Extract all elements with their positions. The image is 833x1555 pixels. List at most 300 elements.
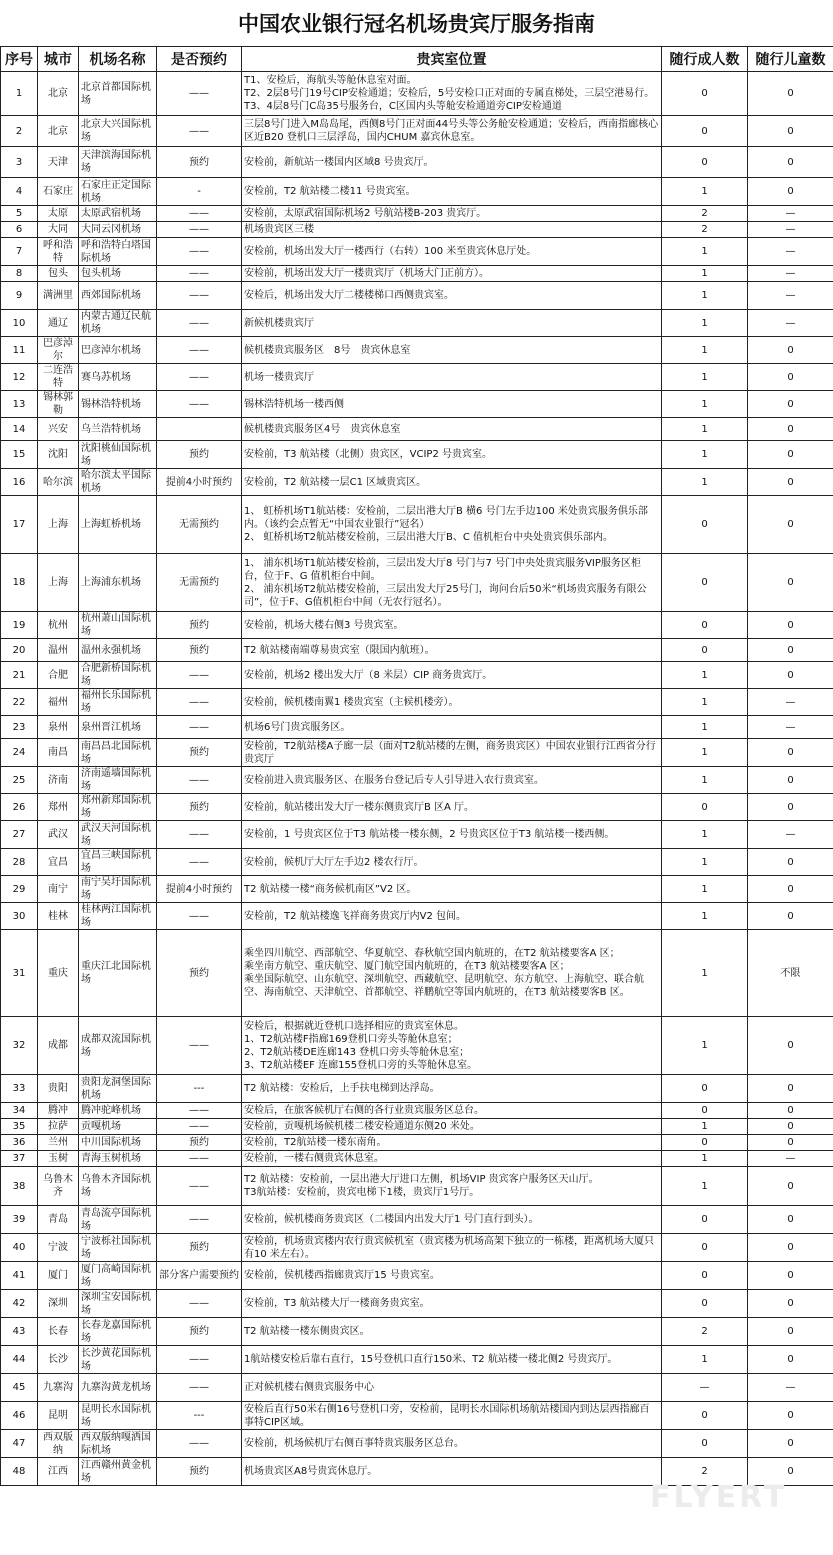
- row-number: 11: [1, 337, 38, 364]
- row-city: 长沙: [38, 1346, 79, 1374]
- row-location: 正对候机楼右侧贵宾服务中心: [242, 1374, 662, 1402]
- row-number: 32: [1, 1017, 38, 1075]
- row-adults: 1: [662, 1346, 748, 1374]
- row-adults: 1: [662, 767, 748, 794]
- row-children: —: [748, 689, 833, 716]
- row-airport: 合肥新桥国际机场: [79, 662, 157, 689]
- row-location: 机场一楼贵宾厅: [242, 364, 662, 391]
- row-number: 45: [1, 1374, 38, 1402]
- row-city: 昆明: [38, 1402, 79, 1430]
- row-children: 0: [748, 1262, 833, 1290]
- row-airport: 深圳宝安国际机场: [79, 1290, 157, 1318]
- row-airport: 上海虹桥机场: [79, 496, 157, 554]
- row-children: 0: [748, 639, 833, 662]
- row-airport: 乌鲁木齐国际机场: [79, 1167, 157, 1206]
- row-booking: 无需预约: [157, 496, 242, 554]
- row-adults: 1: [662, 1119, 748, 1135]
- table-row: [1, 1374, 833, 1402]
- row-number: 6: [1, 222, 38, 238]
- row-airport: 上海浦东机场: [79, 554, 157, 612]
- row-airport: 泉州晋江机场: [79, 716, 157, 739]
- row-airport: 武汉天河国际机场: [79, 821, 157, 849]
- row-children: 0: [748, 391, 833, 418]
- row-location: 乘坐四川航空、西部航空、华夏航空、春秋航空国内航班的，在T2 航站楼要客A 区； 乘坐南方航空、重庆航空、厦门航空国内航班的，在T3 航站楼要客A 区； 乘坐国际航空、山东航空、深圳航空、西藏航空、昆明航空、东方航空、上海航空、联合航空、海南航空、天津航空、首都航空、祥鹏航空等国内航班的，在T3 航站楼要客B 区。: [242, 930, 662, 1017]
- row-children: —: [748, 282, 833, 310]
- row-airport: 江西赣州黄金机场: [79, 1458, 157, 1486]
- row-adults: 0: [662, 612, 748, 639]
- table-row: [1, 418, 833, 441]
- row-city: 成都: [38, 1017, 79, 1075]
- row-location: 安检后直行50米右侧16号登机口旁，安检前，昆明长水国际机场航站楼国内到达层西指廊百事特CIP区域。: [242, 1402, 662, 1430]
- row-city: 厦门: [38, 1262, 79, 1290]
- row-booking: ——: [157, 689, 242, 716]
- watermark-logo: FLYERT: [650, 1480, 788, 1515]
- row-location: 安检前，新航站一楼国内区域8 号贵宾厅。: [242, 147, 662, 178]
- row-city: 包头: [38, 266, 79, 282]
- row-children: 不限: [748, 930, 833, 1017]
- row-location: 机场6号门贵宾服务区。: [242, 716, 662, 739]
- header-no: 序号: [1, 47, 38, 72]
- row-location: T1、安检后，海航头等舱休息室对面。 T2、2层8号门19号CIP安检通道；安检后，5号安检口正对面的专属直梯处，三层空港易行。 T3、4层8号门C岛35号服务台，C区国内头等舱安检通道旁CIP安检通道: [242, 72, 662, 116]
- row-adults: 1: [662, 418, 748, 441]
- row-booking: 预约: [157, 1458, 242, 1486]
- row-airport: 石家庄正定国际机场: [79, 178, 157, 206]
- row-booking: 预约: [157, 739, 242, 767]
- row-location: 安检前，机场出发大厅一楼贵宾厅（机场大门正前方）。: [242, 266, 662, 282]
- row-number: 37: [1, 1151, 38, 1167]
- row-city: 石家庄: [38, 178, 79, 206]
- row-number: 28: [1, 849, 38, 876]
- row-number: 12: [1, 364, 38, 391]
- row-airport: 长春龙嘉国际机场: [79, 1318, 157, 1346]
- row-location: 安检后，在旅客候机厅右侧的各行业贵宾服务区总台。: [242, 1103, 662, 1119]
- row-booking: 提前4小时预约: [157, 876, 242, 903]
- row-booking: ——: [157, 1151, 242, 1167]
- row-city: 满洲里: [38, 282, 79, 310]
- row-location: T2 航站楼：安检后，上手扶电梯到达浮岛。: [242, 1075, 662, 1103]
- table-row: [1, 1346, 833, 1374]
- table-row: [1, 876, 833, 903]
- row-city: 太原: [38, 206, 79, 222]
- row-location: 三层8号门进入M岛岛尾，西侧8号门正对面44号头等公务舱安检通道；安检后，西南指廊核心区近B20 登机口三层浮岛，国内CHUM 嘉宾休息室。: [242, 116, 662, 147]
- row-children: 0: [748, 1119, 833, 1135]
- row-children: —: [748, 821, 833, 849]
- row-number: 8: [1, 266, 38, 282]
- table-row: [1, 1206, 833, 1234]
- row-number: 41: [1, 1262, 38, 1290]
- row-location: 安检前，T2 航站楼二楼11 号贵宾室。: [242, 178, 662, 206]
- row-booking: ——: [157, 1346, 242, 1374]
- table-row: [1, 1458, 833, 1486]
- table-row: [1, 1135, 833, 1151]
- row-number: 31: [1, 930, 38, 1017]
- row-airport: 桂林两江国际机场: [79, 903, 157, 930]
- row-booking: 预约: [157, 612, 242, 639]
- row-airport: 西双版纳嘎洒国际机场: [79, 1430, 157, 1458]
- row-adults: 1: [662, 282, 748, 310]
- table-row: [1, 238, 833, 266]
- row-airport: 北京大兴国际机场: [79, 116, 157, 147]
- row-booking: ——: [157, 364, 242, 391]
- row-children: 0: [748, 441, 833, 469]
- row-number: 43: [1, 1318, 38, 1346]
- row-children: —: [748, 1151, 833, 1167]
- row-adults: 1: [662, 178, 748, 206]
- row-children: 0: [748, 116, 833, 147]
- row-airport: 青海玉树机场: [79, 1151, 157, 1167]
- row-number: 33: [1, 1075, 38, 1103]
- row-adults: 0: [662, 1430, 748, 1458]
- row-city: 兰州: [38, 1135, 79, 1151]
- row-children: 0: [748, 178, 833, 206]
- row-number: 1: [1, 72, 38, 116]
- row-location: 安检前，侯机楼西指廊贵宾厅15 号贵宾室。: [242, 1262, 662, 1290]
- row-adults: 0: [662, 1075, 748, 1103]
- row-booking: ——: [157, 1119, 242, 1135]
- row-booking: ——: [157, 238, 242, 266]
- row-city: 北京: [38, 72, 79, 116]
- row-airport: 大同云冈机场: [79, 222, 157, 238]
- row-airport: 呼和浩特白塔国际机场: [79, 238, 157, 266]
- row-number: 3: [1, 147, 38, 178]
- row-booking: ——: [157, 1017, 242, 1075]
- row-number: 2: [1, 116, 38, 147]
- table-row: [1, 1103, 833, 1119]
- row-city: 杭州: [38, 612, 79, 639]
- row-number: 22: [1, 689, 38, 716]
- row-airport: 乌兰浩特机场: [79, 418, 157, 441]
- table-row: [1, 337, 833, 364]
- header-city: 城市: [38, 47, 79, 72]
- row-children: 0: [748, 1458, 833, 1486]
- row-children: 0: [748, 662, 833, 689]
- row-city: 泉州: [38, 716, 79, 739]
- row-children: 0: [748, 739, 833, 767]
- row-number: 34: [1, 1103, 38, 1119]
- row-adults: 1: [662, 364, 748, 391]
- row-location: 安检前，贡嘎机场候机楼二楼安检通道东侧20 米处。: [242, 1119, 662, 1135]
- row-adults: 0: [662, 1234, 748, 1262]
- row-location: 安检前，T3 航站楼大厅一楼商务贵宾室。: [242, 1290, 662, 1318]
- row-airport: 九寨沟黄龙机场: [79, 1374, 157, 1402]
- row-airport: 北京首都国际机场: [79, 72, 157, 116]
- row-adults: 1: [662, 903, 748, 930]
- row-adults: 1: [662, 469, 748, 496]
- table-row: [1, 903, 833, 930]
- row-adults: 1: [662, 716, 748, 739]
- page-title: 中国农业银行冠名机场贵宾厅服务指南: [238, 11, 595, 36]
- row-city: 腾冲: [38, 1103, 79, 1119]
- row-booking: ——: [157, 1374, 242, 1402]
- table-row: [1, 1262, 833, 1290]
- header-location: 贵宾室位置: [242, 47, 662, 72]
- row-airport: 锡林浩特机场: [79, 391, 157, 418]
- row-adults: 1: [662, 930, 748, 1017]
- row-number: 48: [1, 1458, 38, 1486]
- table-row: [1, 147, 833, 178]
- row-booking: 提前4小时预约: [157, 469, 242, 496]
- row-city: 郑州: [38, 794, 79, 821]
- row-booking: ——: [157, 310, 242, 337]
- row-adults: 1: [662, 266, 748, 282]
- row-airport: 成都双流国际机场: [79, 1017, 157, 1075]
- row-adults: —: [662, 1374, 748, 1402]
- row-booking: ---: [157, 1075, 242, 1103]
- row-city: 哈尔滨: [38, 469, 79, 496]
- row-children: —: [748, 266, 833, 282]
- row-location: T2 航站楼一楼东侧贵宾区。: [242, 1318, 662, 1346]
- row-location: 1、 浦东机场T1航站楼安检前，三层出发大厅8 号门与7 号门中央处贵宾服务VIP服务区柜台，位于F、G 值机柜台中间。 2、 浦东机场T2航站楼安检前，三层出发大厅25号门，询问台后50米“机场贵宾服务有限公司”，位于F、G值机柜台中间（无农行冠名）。: [242, 554, 662, 612]
- row-city: 巴彦淖尔: [38, 337, 79, 364]
- row-city: 深圳: [38, 1290, 79, 1318]
- row-booking: 预约: [157, 147, 242, 178]
- row-children: 0: [748, 794, 833, 821]
- row-location: 安检前，1 号贵宾区位于T3 航站楼一楼东侧，2 号贵宾区位于T3 航站楼一楼西侧。: [242, 821, 662, 849]
- table-row: [1, 282, 833, 310]
- row-children: —: [748, 310, 833, 337]
- row-location: 安检前，航站楼出发大厅一楼东侧贵宾厅B 区A 厅。: [242, 794, 662, 821]
- row-city: 西双版纳: [38, 1430, 79, 1458]
- row-booking: ——: [157, 1167, 242, 1206]
- row-city: 玉树: [38, 1151, 79, 1167]
- row-airport: 内蒙古通辽民航机场: [79, 310, 157, 337]
- row-location: 安检前，机场大楼右侧3 号贵宾室。: [242, 612, 662, 639]
- table-header-row: [1, 47, 833, 72]
- row-airport: 巴彦淖尔机场: [79, 337, 157, 364]
- row-airport: 中川国际机场: [79, 1135, 157, 1151]
- row-location: 1、 虹桥机场T1航站楼：安检前，二层出港大厅B 横6 号门左手边100 米处贵宾服务俱乐部内。（该约会点暂无“中国农业银行”冠名） 2、 虹桥机场T2航站楼安检前，三层出港大厅B、C 值机柜台中央处贵宾俱乐部内。: [242, 496, 662, 554]
- table-row: [1, 116, 833, 147]
- row-city: 合肥: [38, 662, 79, 689]
- row-number: 15: [1, 441, 38, 469]
- table-row: [1, 364, 833, 391]
- table-row: [1, 794, 833, 821]
- row-adults: 1: [662, 849, 748, 876]
- table-row: [1, 441, 833, 469]
- row-number: 21: [1, 662, 38, 689]
- row-children: 0: [748, 1103, 833, 1119]
- row-children: 0: [748, 1167, 833, 1206]
- row-city: 上海: [38, 554, 79, 612]
- row-adults: 1: [662, 821, 748, 849]
- row-city: 武汉: [38, 821, 79, 849]
- row-city: 温州: [38, 639, 79, 662]
- row-city: 南昌: [38, 739, 79, 767]
- row-number: 20: [1, 639, 38, 662]
- row-city: 二连浩特: [38, 364, 79, 391]
- row-children: 0: [748, 1290, 833, 1318]
- table-row: [1, 391, 833, 418]
- row-location: 机场贵宾区三楼: [242, 222, 662, 238]
- row-adults: 1: [662, 337, 748, 364]
- row-booking: ——: [157, 821, 242, 849]
- row-children: 0: [748, 364, 833, 391]
- table-row: [1, 821, 833, 849]
- row-city: 上海: [38, 496, 79, 554]
- row-booking: ——: [157, 1103, 242, 1119]
- row-number: 40: [1, 1234, 38, 1262]
- row-children: —: [748, 206, 833, 222]
- row-booking: 无需预约: [157, 554, 242, 612]
- table-row: [1, 72, 833, 116]
- row-location: 安检后，机场出发大厅二楼楼梯口西侧贵宾室。: [242, 282, 662, 310]
- table-row: [1, 554, 833, 612]
- row-number: 30: [1, 903, 38, 930]
- row-adults: 1: [662, 662, 748, 689]
- row-children: 0: [748, 337, 833, 364]
- row-number: 16: [1, 469, 38, 496]
- row-location: 新候机楼贵宾厅: [242, 310, 662, 337]
- table-row: [1, 930, 833, 1017]
- row-children: 0: [748, 1346, 833, 1374]
- row-location: 安检前，T2 航站楼一层C1 区域贵宾区。: [242, 469, 662, 496]
- row-adults: 0: [662, 1135, 748, 1151]
- row-number: 46: [1, 1402, 38, 1430]
- row-location: 候机楼贵宾服务区 8号 贵宾休息室: [242, 337, 662, 364]
- row-number: 27: [1, 821, 38, 849]
- row-city: 沈阳: [38, 441, 79, 469]
- row-airport: 杭州萧山国际机场: [79, 612, 157, 639]
- row-number: 29: [1, 876, 38, 903]
- row-location: T2 航站楼：安检前，一层出港大厅进口左侧，机场VIP 贵宾客户服务区天山厅。 T3航站楼：安检前，贵宾电梯下1楼，贵宾厅1号厅。: [242, 1167, 662, 1206]
- row-airport: 天津滨海国际机场: [79, 147, 157, 178]
- row-booking: 预约: [157, 639, 242, 662]
- row-number: 24: [1, 739, 38, 767]
- row-booking: ---: [157, 1402, 242, 1430]
- row-children: 0: [748, 767, 833, 794]
- table-row: [1, 469, 833, 496]
- row-city: 九寨沟: [38, 1374, 79, 1402]
- row-city: 贵阳: [38, 1075, 79, 1103]
- row-location: 安检前，候机厅大厅左手边2 楼农行厅。: [242, 849, 662, 876]
- row-children: 0: [748, 1234, 833, 1262]
- row-airport: 厦门高崎国际机场: [79, 1262, 157, 1290]
- row-airport: 重庆江北国际机场: [79, 930, 157, 1017]
- row-number: 39: [1, 1206, 38, 1234]
- row-booking: ——: [157, 337, 242, 364]
- row-children: 0: [748, 1135, 833, 1151]
- row-location: 机场贵宾区A8号贵宾休息厅。: [242, 1458, 662, 1486]
- row-booking: ——: [157, 662, 242, 689]
- row-children: —: [748, 222, 833, 238]
- row-children: 0: [748, 72, 833, 116]
- table-row: [1, 1119, 833, 1135]
- row-city: 宜昌: [38, 849, 79, 876]
- table-row: [1, 1017, 833, 1075]
- row-number: 9: [1, 282, 38, 310]
- row-airport: 郑州新郑国际机场: [79, 794, 157, 821]
- row-number: 42: [1, 1290, 38, 1318]
- row-children: 0: [748, 849, 833, 876]
- row-booking: 部分客户需要预约: [157, 1262, 242, 1290]
- table-row: [1, 266, 833, 282]
- row-location: 安检前，机场候机厅右侧百事特贵宾服务区总台。: [242, 1430, 662, 1458]
- row-city: 拉萨: [38, 1119, 79, 1135]
- row-airport: 哈尔滨太平国际机场: [79, 469, 157, 496]
- row-city: 长春: [38, 1318, 79, 1346]
- row-airport: 长沙黄花国际机场: [79, 1346, 157, 1374]
- row-children: 0: [748, 1430, 833, 1458]
- vip-lounge-table: [0, 46, 833, 1486]
- row-adults: 2: [662, 206, 748, 222]
- row-city: 乌鲁木齐: [38, 1167, 79, 1206]
- row-city: 通辽: [38, 310, 79, 337]
- row-booking: 预约: [157, 1318, 242, 1346]
- row-adults: 0: [662, 554, 748, 612]
- row-adults: 2: [662, 1318, 748, 1346]
- row-booking: ——: [157, 903, 242, 930]
- row-booking: 预约: [157, 794, 242, 821]
- table-row: [1, 310, 833, 337]
- row-adults: 1: [662, 1151, 748, 1167]
- table-row: [1, 767, 833, 794]
- row-adults: 1: [662, 310, 748, 337]
- row-airport: 济南遥墙国际机场: [79, 767, 157, 794]
- row-airport: 宜昌三峡国际机场: [79, 849, 157, 876]
- row-booking: ——: [157, 206, 242, 222]
- header-children: 随行儿童数: [748, 47, 833, 72]
- row-adults: 0: [662, 1262, 748, 1290]
- row-children: 0: [748, 469, 833, 496]
- row-number: 36: [1, 1135, 38, 1151]
- row-adults: 1: [662, 739, 748, 767]
- row-city: 锡林郭勒: [38, 391, 79, 418]
- row-children: 0: [748, 876, 833, 903]
- row-adults: 0: [662, 794, 748, 821]
- row-booking: ——: [157, 716, 242, 739]
- row-booking: ——: [157, 849, 242, 876]
- table-row: [1, 1290, 833, 1318]
- row-children: 0: [748, 612, 833, 639]
- header-airport: 机场名称: [79, 47, 157, 72]
- row-children: 0: [748, 147, 833, 178]
- row-location: 安检后，根据就近登机口选择相应的贵宾室休息。 1、T2航站楼F指廊169登机口旁头等舱休息室； 2、T2航站楼DE连廊143 登机口旁头等舱休息室； 3、T2航站楼EF 连廊155登机口旁的头等舱休息室。: [242, 1017, 662, 1075]
- row-number: 7: [1, 238, 38, 266]
- row-adults: 1: [662, 1167, 748, 1206]
- row-number: 35: [1, 1119, 38, 1135]
- row-airport: 福州长乐国际机场: [79, 689, 157, 716]
- row-number: 19: [1, 612, 38, 639]
- row-airport: 贵阳龙洞堡国际机场: [79, 1075, 157, 1103]
- table-row: [1, 1075, 833, 1103]
- row-city: 北京: [38, 116, 79, 147]
- row-location: 安检前，候机楼南翼1 楼贵宾室（主候机楼旁）。: [242, 689, 662, 716]
- row-adults: 0: [662, 1402, 748, 1430]
- row-number: 44: [1, 1346, 38, 1374]
- row-booking: ——: [157, 266, 242, 282]
- row-children: 0: [748, 1402, 833, 1430]
- row-location: 安检前，机场出发大厅一楼西行（右转）100 米至贵宾休息厅处。: [242, 238, 662, 266]
- row-adults: 0: [662, 1206, 748, 1234]
- row-city: 兴安: [38, 418, 79, 441]
- row-city: 南宁: [38, 876, 79, 903]
- row-booking: 预约: [157, 441, 242, 469]
- row-children: 0: [748, 496, 833, 554]
- header-adults: 随行成人数: [662, 47, 748, 72]
- row-city: 呼和浩特: [38, 238, 79, 266]
- row-adults: 0: [662, 1103, 748, 1119]
- row-location: 安检前，T2 航站楼逸飞祥商务贵宾厅内V2 包间。: [242, 903, 662, 930]
- row-city: 福州: [38, 689, 79, 716]
- row-children: 0: [748, 1206, 833, 1234]
- table-row: [1, 612, 833, 639]
- row-adults: 1: [662, 1017, 748, 1075]
- row-location: 安检前，T2航站楼A子廊一层（面对T2航站楼的左侧，商务贵宾区）中国农业银行江西省分行贵宾厅: [242, 739, 662, 767]
- row-adults: 0: [662, 147, 748, 178]
- row-booking: ——: [157, 1206, 242, 1234]
- table-row: [1, 1402, 833, 1430]
- row-children: 0: [748, 554, 833, 612]
